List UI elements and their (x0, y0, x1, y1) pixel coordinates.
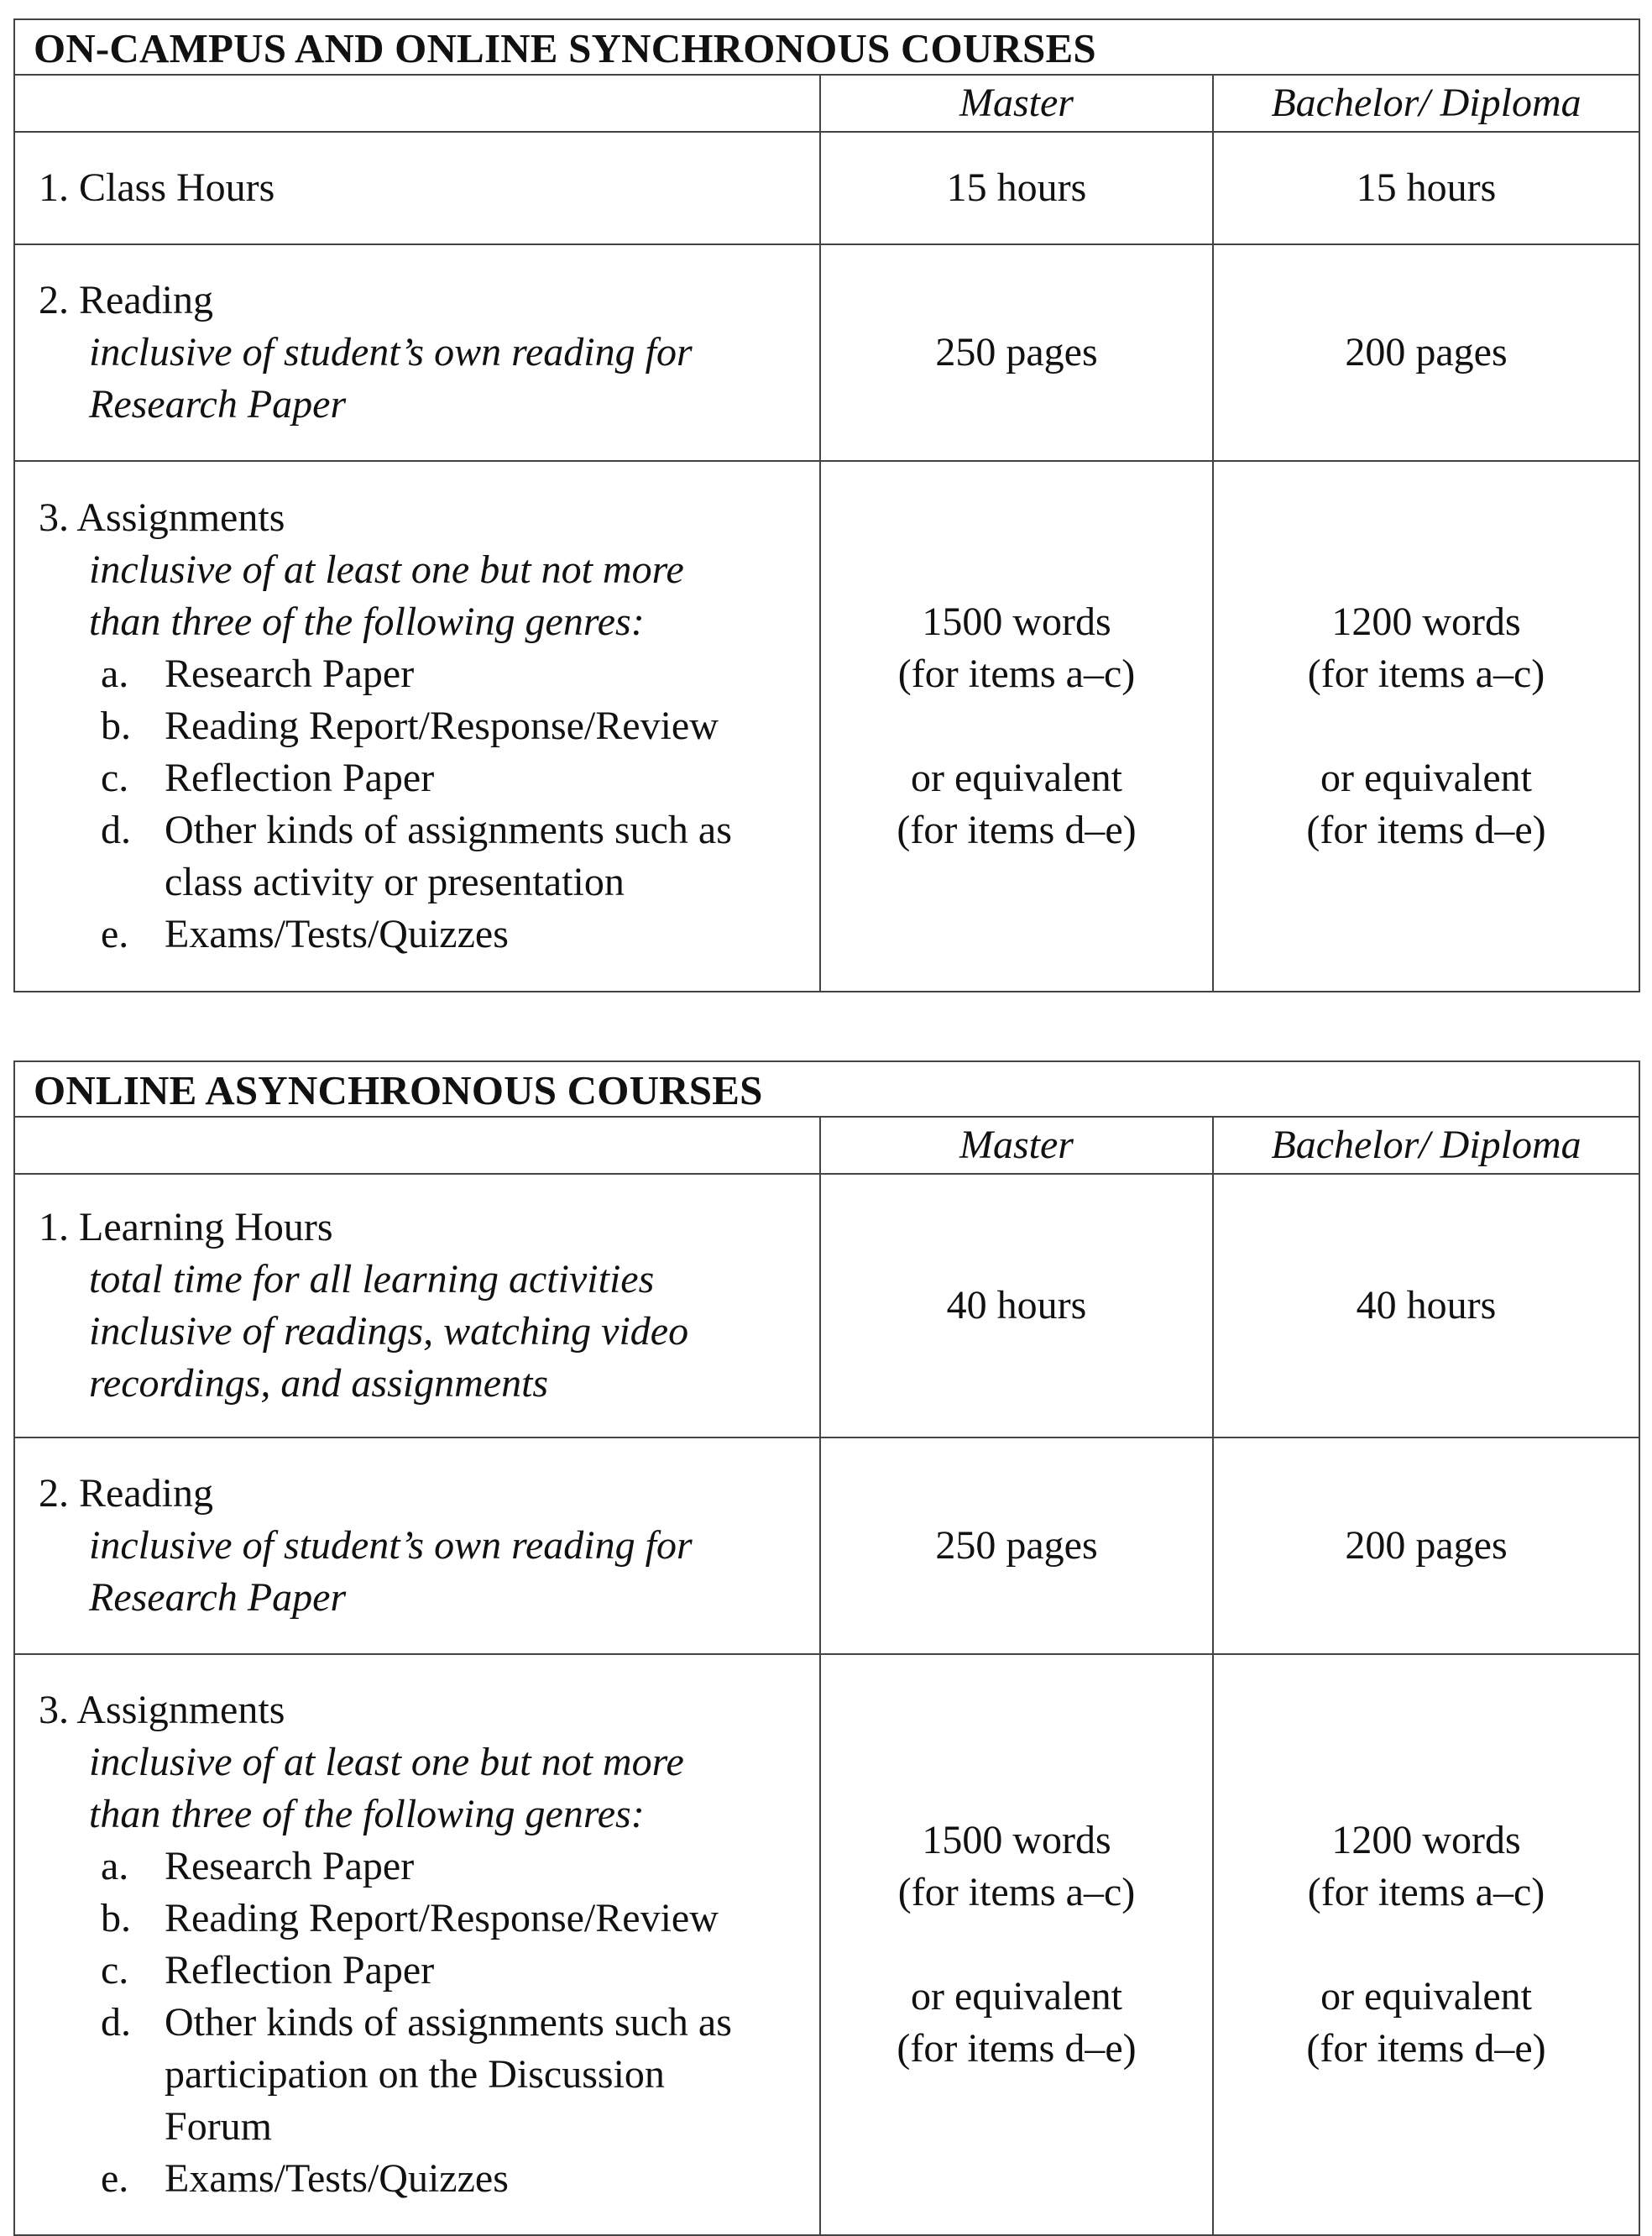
list-letter: a. (101, 1844, 129, 1888)
row-label: 2. Reading (39, 278, 213, 322)
row-description: Research Paper (89, 1575, 347, 1620)
master-value: or equivalent (911, 1974, 1122, 2019)
list-text: Reflection Paper (165, 756, 435, 800)
list-item (39, 1945, 819, 1997)
list-item-continuation (39, 856, 819, 909)
list-letter: a. (101, 652, 129, 696)
list-text: class activity or presentation (165, 860, 625, 904)
row-description: Research Paper (89, 382, 347, 427)
list-letter: b. (101, 1896, 131, 1940)
row-label: 1. Learning Hours (39, 1205, 333, 1249)
column-header-master: Master (820, 75, 1213, 132)
row-description: than three of the following genres: (89, 600, 645, 644)
table-row (14, 1174, 1639, 1437)
list-item (39, 1893, 819, 1945)
table-row (14, 132, 1639, 244)
bachelor-value: or equivalent (1320, 1974, 1532, 2019)
master-value: or equivalent (911, 756, 1122, 800)
list-item (39, 1997, 819, 2049)
column-header-master: Master (820, 1117, 1213, 1174)
table-row (14, 1654, 1639, 2235)
bachelor-value-cell (1213, 461, 1639, 992)
master-value: 15 hours (820, 132, 1213, 244)
row-description: inclusive of readings, watching video (89, 1309, 689, 1354)
column-header-bachelor: Bachelor/ Diploma (1213, 1117, 1639, 1174)
table-row (14, 244, 1639, 461)
master-value: 250 pages (820, 244, 1213, 461)
row-label-cell (14, 1437, 820, 1654)
row-label-cell (14, 244, 820, 461)
list-text: Exams/Tests/Quizzes (165, 2156, 509, 2201)
bachelor-value: 40 hours (1213, 1174, 1639, 1437)
master-value: 250 pages (820, 1437, 1213, 1654)
list-text: Other kinds of assignments such as (165, 2000, 732, 2045)
bachelor-value: 1200 words (1331, 1818, 1521, 1862)
list-item (39, 909, 819, 961)
master-value-note: (for items a–c) (897, 1870, 1136, 1914)
row-description: inclusive of at least one but not more (89, 547, 684, 592)
list-item (39, 804, 819, 856)
list-text: Reflection Paper (165, 1948, 435, 1993)
master-value: 40 hours (820, 1174, 1213, 1437)
empty-header-cell (14, 75, 820, 132)
bachelor-value-note: (for items a–c) (1307, 1870, 1545, 1914)
bachelor-value: 200 pages (1213, 1437, 1639, 1654)
bachelor-value: or equivalent (1320, 756, 1532, 800)
list-text: Reading Report/Response/Review (165, 704, 719, 748)
list-letter: b. (101, 704, 131, 748)
list-text: Exams/Tests/Quizzes (165, 912, 509, 956)
master-value: 1500 words (922, 600, 1111, 644)
row-description: than three of the following genres: (89, 1792, 645, 1836)
empty-header-cell (14, 1117, 820, 1174)
row-description: total time for all learning activities (89, 1257, 655, 1301)
master-value-cell (820, 1654, 1213, 2235)
column-header-bachelor: Bachelor/ Diploma (1213, 75, 1639, 132)
list-text: Reading Report/Response/Review (165, 1896, 719, 1940)
sync-courses-table (13, 18, 1640, 992)
table-title: ON-CAMPUS AND ONLINE SYNCHRONOUS COURSES (14, 19, 1639, 75)
table-title: ONLINE ASYNCHRONOUS COURSES (14, 1061, 1639, 1117)
master-value: 1500 words (922, 1818, 1111, 1862)
master-value-cell (820, 461, 1213, 992)
row-description: recordings, and assignments (89, 1361, 549, 1406)
row-label-cell (14, 132, 820, 244)
list-text: Research Paper (165, 652, 415, 696)
list-text: Other kinds of assignments such as (165, 808, 732, 852)
table-row (14, 1437, 1639, 1654)
row-description: inclusive of at least one but not more (89, 1740, 684, 1784)
list-letter: c. (101, 756, 129, 800)
row-description: inclusive of student’s own reading for (89, 1523, 693, 1568)
master-value-note: (for items a–c) (897, 652, 1136, 696)
row-label-cell (14, 1654, 820, 2235)
row-label-cell (14, 461, 820, 992)
list-item (39, 752, 819, 804)
bachelor-value: 200 pages (1213, 244, 1639, 461)
row-label: 2. Reading (39, 1471, 213, 1516)
async-courses-table (13, 1060, 1640, 2236)
master-value-note: (for items d–e) (897, 2026, 1137, 2071)
row-label: 3. Assignments (39, 495, 285, 540)
list-item (39, 648, 819, 700)
list-text: Research Paper (165, 1844, 415, 1888)
list-letter: e. (101, 912, 129, 956)
list-item (39, 700, 819, 752)
row-label: 3. Assignments (39, 1688, 285, 1732)
list-item-continuation (39, 2101, 819, 2153)
list-letter: d. (101, 808, 131, 852)
list-item-continuation (39, 2049, 819, 2101)
row-description: inclusive of student’s own reading for (89, 330, 693, 374)
master-value-note: (for items d–e) (897, 808, 1137, 852)
bachelor-value: 15 hours (1213, 132, 1639, 244)
list-item (39, 2153, 819, 2205)
list-letter: e. (101, 2156, 129, 2201)
bachelor-value-cell (1213, 1654, 1639, 2235)
list-item (39, 1841, 819, 1893)
list-text: participation on the Discussion (165, 2052, 665, 2097)
bachelor-value: 1200 words (1331, 600, 1521, 644)
row-label: 1. Class Hours (39, 165, 275, 210)
bachelor-value-note: (for items d–e) (1306, 808, 1546, 852)
table-row (14, 461, 1639, 992)
list-letter: c. (101, 1948, 129, 1993)
bachelor-value-note: (for items d–e) (1306, 2026, 1546, 2071)
row-label-cell (14, 1174, 820, 1437)
list-letter: d. (101, 2000, 131, 2045)
list-text: Forum (165, 2104, 273, 2149)
bachelor-value-note: (for items a–c) (1307, 652, 1545, 696)
